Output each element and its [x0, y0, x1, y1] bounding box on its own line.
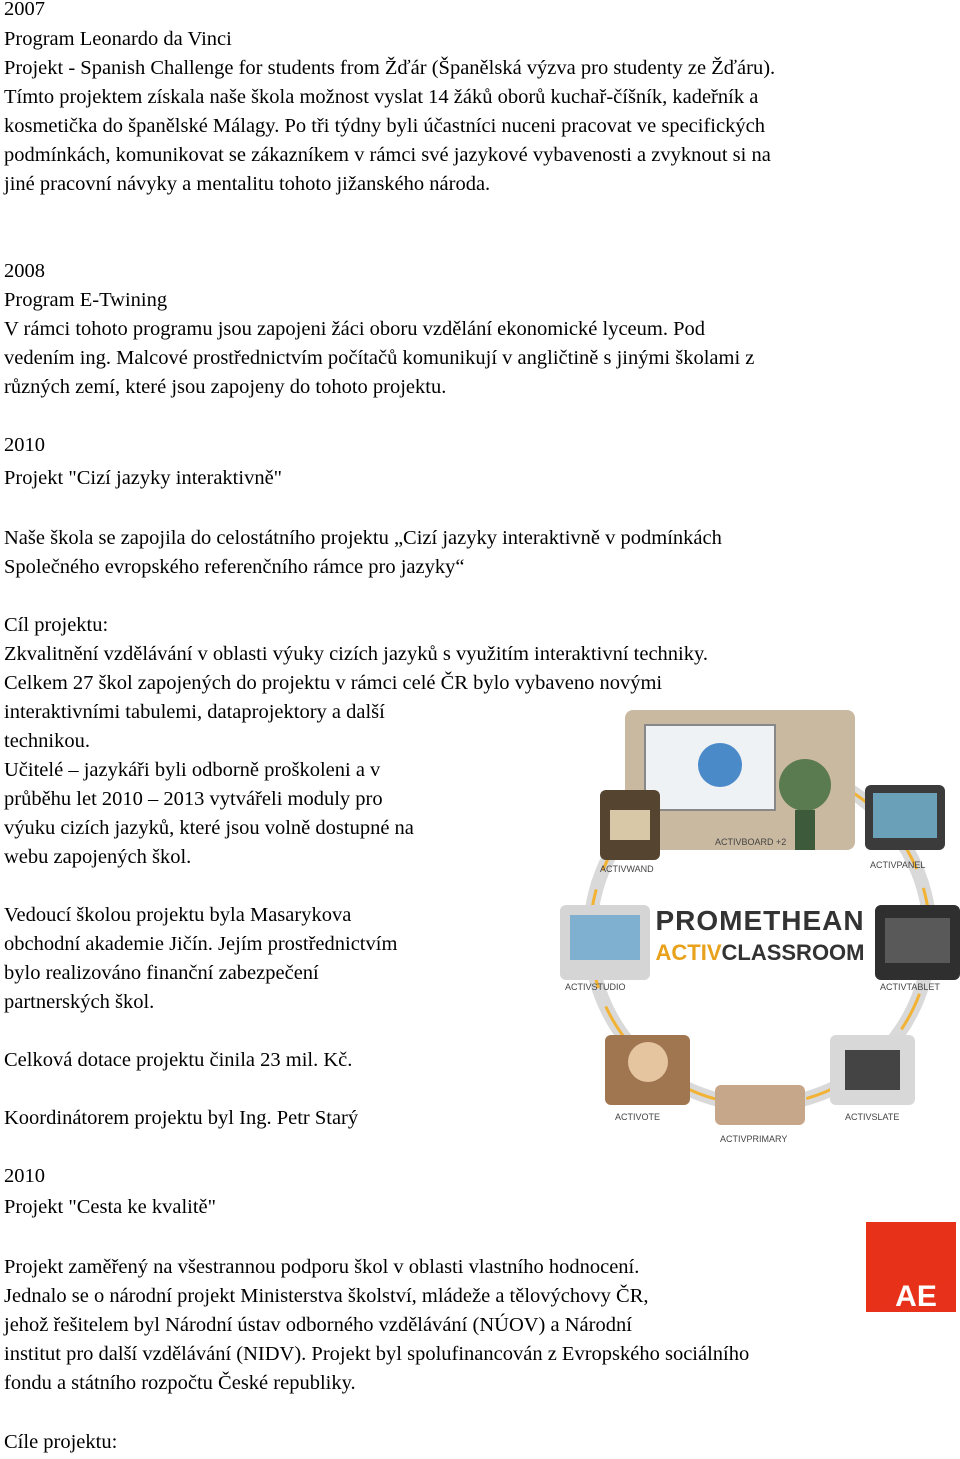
text-line: průběhu let 2010 – 2013 vytvářeli moduly pro	[4, 788, 383, 810]
promethean-classroom-image	[555, 690, 960, 1155]
text-line: kosmetička do španělské Málagy. Po tři týdny byli účastníci nuceni pracovat ve specifických	[4, 115, 765, 137]
label-activtablet: ACTIVTABLET	[880, 982, 940, 992]
text-line: bylo realizováno finanční zabezpečení	[4, 962, 319, 984]
goals-heading: Cíle projektu:	[4, 1431, 118, 1453]
text-line: Jednalo se o národní projekt Ministerstva školství, mládeže a tělovýchovy ČR,	[4, 1285, 649, 1307]
text-line: technikou.	[4, 730, 90, 752]
text-line: podmínkách, komunikovat se zákazníkem v rámci své jazykové vybavenosti a zvyknout si na	[4, 144, 771, 166]
ae-logo	[866, 1222, 956, 1312]
goal-heading: Cíl projektu:	[4, 614, 109, 636]
year-2010-second: 2010	[4, 1165, 45, 1187]
label-activpanel: ACTIVPANEL	[870, 860, 926, 870]
text-line: Učitelé – jazykáři byli odborně proškoleni a v	[4, 759, 381, 781]
label-activote: ACTIVOTE	[615, 1112, 661, 1122]
photo-activwand	[600, 790, 660, 860]
text-line: Celková dotace projektu činila 23 mil. Kč.	[4, 1049, 353, 1071]
text-line: Naše škola se zapojila do celostátního projektu „Cizí jazyky interaktivně v podmínkách	[4, 527, 722, 549]
text-line: Zkvalitnění vzdělávání v oblasti výuky cizích jazyků s využitím interaktivní techniky.	[4, 643, 709, 665]
text-line: obchodní akademie Jičín. Jejím prostřednictvím	[4, 933, 398, 955]
text-line: jehož řešitelem byl Národní ústav odborného vzdělávání (NÚOV) a Národní	[4, 1314, 632, 1336]
text-line: výuku cizích jazyků, které jsou volně dostupné na	[4, 817, 414, 839]
activclassroom-subtitle: ACTIVCLASSROOM	[655, 940, 865, 965]
text-line: vedením ing. Malcové prostřednictvím počítačů komunikují v angličtině s jinými školami z	[4, 347, 755, 369]
text-line: Celkem 27 škol zapojených do projektu v rámci celé ČR bylo vybaveno novými	[4, 672, 663, 694]
program-etwining: Program E-Twining	[4, 289, 168, 311]
year-2007: 2007	[4, 0, 45, 20]
project-cesta: Projekt "Cesta ke kvalitě"	[4, 1196, 217, 1218]
photo-activote	[605, 1035, 690, 1105]
text-line: Tímto projektem získala naše škola možnost vyslat 14 žáků oborů kuchař-číšník, kadeřník a	[4, 86, 759, 108]
ae-logo-text: AE	[895, 1280, 937, 1312]
label-activwand: ACTIVWAND	[600, 864, 654, 874]
photo-activtablet	[875, 905, 960, 980]
text-line: institut pro další vzdělávání (NIDV). Projekt byl spolufinancován z Evropského sociálního	[4, 1343, 750, 1365]
text-line: Projekt zaměřený na všestrannou podporu škol v oblasti vlastního hodnocení.	[4, 1256, 640, 1278]
label-activslate: ACTIVSLATE	[845, 1112, 900, 1122]
text-line: fondu a státního rozpočtu České republiky.	[4, 1372, 356, 1394]
photo-activprimary	[715, 1085, 805, 1125]
year-2010: 2010	[4, 434, 45, 456]
text-line: interaktivními tabulemi, dataprojektory a další	[4, 701, 385, 723]
label-activstudio: ACTIVSTUDIO	[565, 982, 626, 992]
photo-activstudio	[560, 905, 650, 980]
photo-activslate	[830, 1035, 915, 1105]
text-line: Vedoucí školou projektu byla Masarykova	[4, 904, 352, 926]
text-line: různých zemí, které jsou zapojeny do tohoto projektu.	[4, 376, 447, 398]
label-activprimary: ACTIVPRIMARY	[720, 1134, 788, 1144]
text-line: Koordinátorem projektu byl Ing. Petr Starý	[4, 1107, 359, 1129]
text-line: Projekt - Spanish Challenge for students from Žďár (Španělská výzva pro studenty ze Žďáru).	[4, 57, 776, 79]
program-leonardo: Program Leonardo da Vinci	[4, 28, 232, 50]
photo-activpanel	[865, 785, 945, 850]
text-line: jiné pracovní návyky a mentalitu tohoto jižanského národa.	[4, 173, 491, 195]
project-cizi-jazyky: Projekt "Cizí jazyky interaktivně"	[4, 467, 283, 489]
promethean-title: PROMETHEAN	[655, 905, 865, 936]
text-line: V rámci tohoto programu jsou zapojeni žáci oboru vzdělání ekonomické lyceum. Pod	[4, 318, 705, 340]
year-2008: 2008	[4, 260, 45, 282]
label-activboard: ACTIVBOARD +2	[715, 837, 787, 847]
text-line: partnerských škol.	[4, 991, 155, 1013]
text-line: webu zapojených škol.	[4, 846, 192, 868]
text-line: Společného evropského referenčního rámce pro jazyky“	[4, 556, 465, 578]
